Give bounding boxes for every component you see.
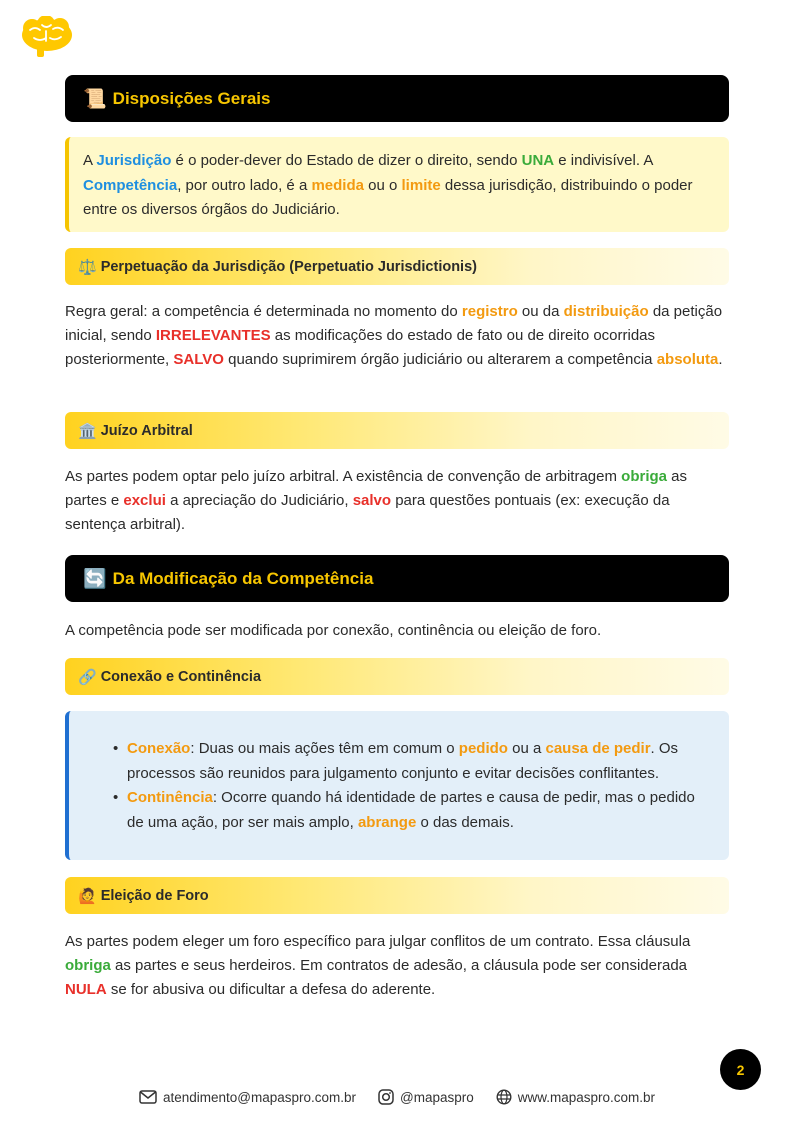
- text-run: : Duas ou mais ações têm em comum o: [190, 740, 459, 757]
- footer-instagram[interactable]: [378, 1089, 474, 1105]
- highlighted-term: Conexão: [127, 740, 191, 757]
- text-run: quando suprimirem órgão judiciário ou alterarem a competência: [223, 351, 657, 368]
- arrows-cycle-icon: 🔄: [83, 568, 107, 590]
- text-run: é o poder-dever do Estado de dizer o direito, sendo: [171, 152, 522, 169]
- highlighted-term: medida: [311, 176, 364, 194]
- jurisdicao-callout: [65, 137, 729, 232]
- person-raising-hand-icon: 🙋: [78, 886, 97, 905]
- conexao-continencia-callout: [65, 711, 729, 860]
- highlighted-term: obriga: [65, 957, 111, 974]
- subheader-eleicao-foro: [65, 877, 729, 914]
- text-run: .: [718, 351, 723, 368]
- highlighted-term: pedido: [458, 740, 508, 757]
- text-run: para questões pontuais (ex: execução da sentença arbitral).: [65, 492, 670, 533]
- link-icon: 🔗: [78, 667, 97, 686]
- footer: [0, 1086, 794, 1108]
- text-run: a apreciação do Judiciário,: [165, 492, 353, 509]
- highlighted-term: distribuição: [563, 303, 649, 320]
- highlighted-term: limite: [401, 176, 441, 194]
- text-run: ou da: [517, 303, 564, 320]
- highlighted-term: SALVO: [173, 351, 224, 368]
- text-run: as modificações do estado de fato ou de direito ocorridas posteriormente,: [65, 327, 656, 368]
- section-header-modificacao-competencia: [65, 555, 729, 602]
- text-run: as partes e: [65, 468, 688, 509]
- highlighted-term: causa de pedir: [545, 740, 651, 757]
- arbitral-paragraph: [65, 465, 729, 537]
- subheader-title: Conexão e Continência: [100, 668, 262, 685]
- text-run: e indivisível. A: [554, 152, 653, 169]
- text-run: se for abusiva ou dificultar a defesa do aderente.: [106, 981, 436, 998]
- section-header-disposicoes-gerais: [65, 75, 729, 122]
- subheader-title: Eleição de Foro: [100, 887, 209, 904]
- subheader-juizo-arbitral: [65, 412, 729, 449]
- highlighted-term: Jurisdição: [96, 152, 172, 169]
- scroll-icon: 📜: [83, 88, 107, 110]
- footer-email-text: atendimento@mapaspro.com.br: [162, 1089, 356, 1105]
- text-run: : Ocorre quando há identidade de partes e causa de pedir, mas o pedido de uma ação, por ser mais amplo,: [127, 789, 695, 831]
- highlighted-term: exclui: [123, 492, 166, 509]
- subheader-title: Perpetuação da Jurisdição (Perpetuatio Jurisdictionis): [100, 258, 477, 275]
- text-run: As partes podem optar pelo juízo arbitral. A existência de convenção de arbitragem: [65, 468, 622, 485]
- text-run: ou a: [507, 740, 546, 757]
- text-run: As partes podem eleger um foro específico para julgar conflitos de um contrato. Essa cláusula: [65, 933, 691, 950]
- text-run: Regra geral: a competência é determinada no momento do: [65, 303, 462, 320]
- perpetuacao-paragraph: [65, 300, 729, 372]
- footer-website-text: www.mapaspro.com.br: [517, 1089, 656, 1105]
- mail-icon: [139, 1090, 157, 1104]
- text-run: o das demais.: [416, 813, 514, 831]
- list-item: [113, 737, 709, 786]
- highlighted-term: registro: [461, 303, 518, 320]
- highlighted-term: Competência: [83, 176, 178, 194]
- highlighted-term: UNA: [521, 152, 555, 169]
- text-run: da petição inicial, sendo: [65, 303, 723, 344]
- text-run: , por outro lado, é a: [177, 176, 312, 194]
- highlighted-term: obriga: [621, 468, 668, 485]
- text-run: ou o: [363, 176, 402, 194]
- classical-building-icon: 🏛️: [78, 421, 97, 440]
- page-number-badge: 2: [720, 1049, 761, 1090]
- text-run: A: [83, 152, 97, 169]
- list-item: [113, 786, 709, 835]
- brain-logo-icon: [20, 16, 74, 58]
- highlighted-term: absoluta: [656, 351, 719, 368]
- highlighted-term: abrange: [357, 813, 417, 831]
- section-title: Da Modificação da Competência: [112, 568, 374, 588]
- scales-icon: ⚖️: [78, 257, 97, 276]
- highlighted-term: NULA: [65, 981, 107, 998]
- subheader-perpetuacao: [65, 248, 729, 285]
- eleicao-foro-paragraph: [65, 930, 729, 1002]
- instagram-icon: [378, 1089, 394, 1105]
- footer-website[interactable]: [496, 1089, 655, 1105]
- subheader-conexao-continencia: [65, 658, 729, 695]
- highlighted-term: IRRELEVANTES: [155, 327, 271, 344]
- text-run: as partes e seus herdeiros. Em contratos de adesão, a cláusula pode ser considerada: [110, 957, 688, 974]
- text-run: . Os processos são reunidos para julgamento conjunto e evitar decisões conflitantes.: [127, 740, 679, 782]
- section-title: Disposições Gerais: [112, 88, 271, 108]
- subheader-title: Juízo Arbitral: [100, 422, 193, 439]
- highlighted-term: Continência: [127, 789, 213, 806]
- modificacao-intro: A competência pode ser modificada por conexão, continência ou eleição de foro.: [65, 622, 602, 639]
- text-run: dessa jurisdição, distribuindo o poder entre os diversos órgãos do Judiciário.: [83, 176, 693, 218]
- globe-icon: [496, 1089, 512, 1105]
- footer-instagram-text: @mapaspro: [400, 1089, 474, 1105]
- highlighted-term: salvo: [352, 492, 392, 509]
- footer-email[interactable]: [139, 1090, 356, 1105]
